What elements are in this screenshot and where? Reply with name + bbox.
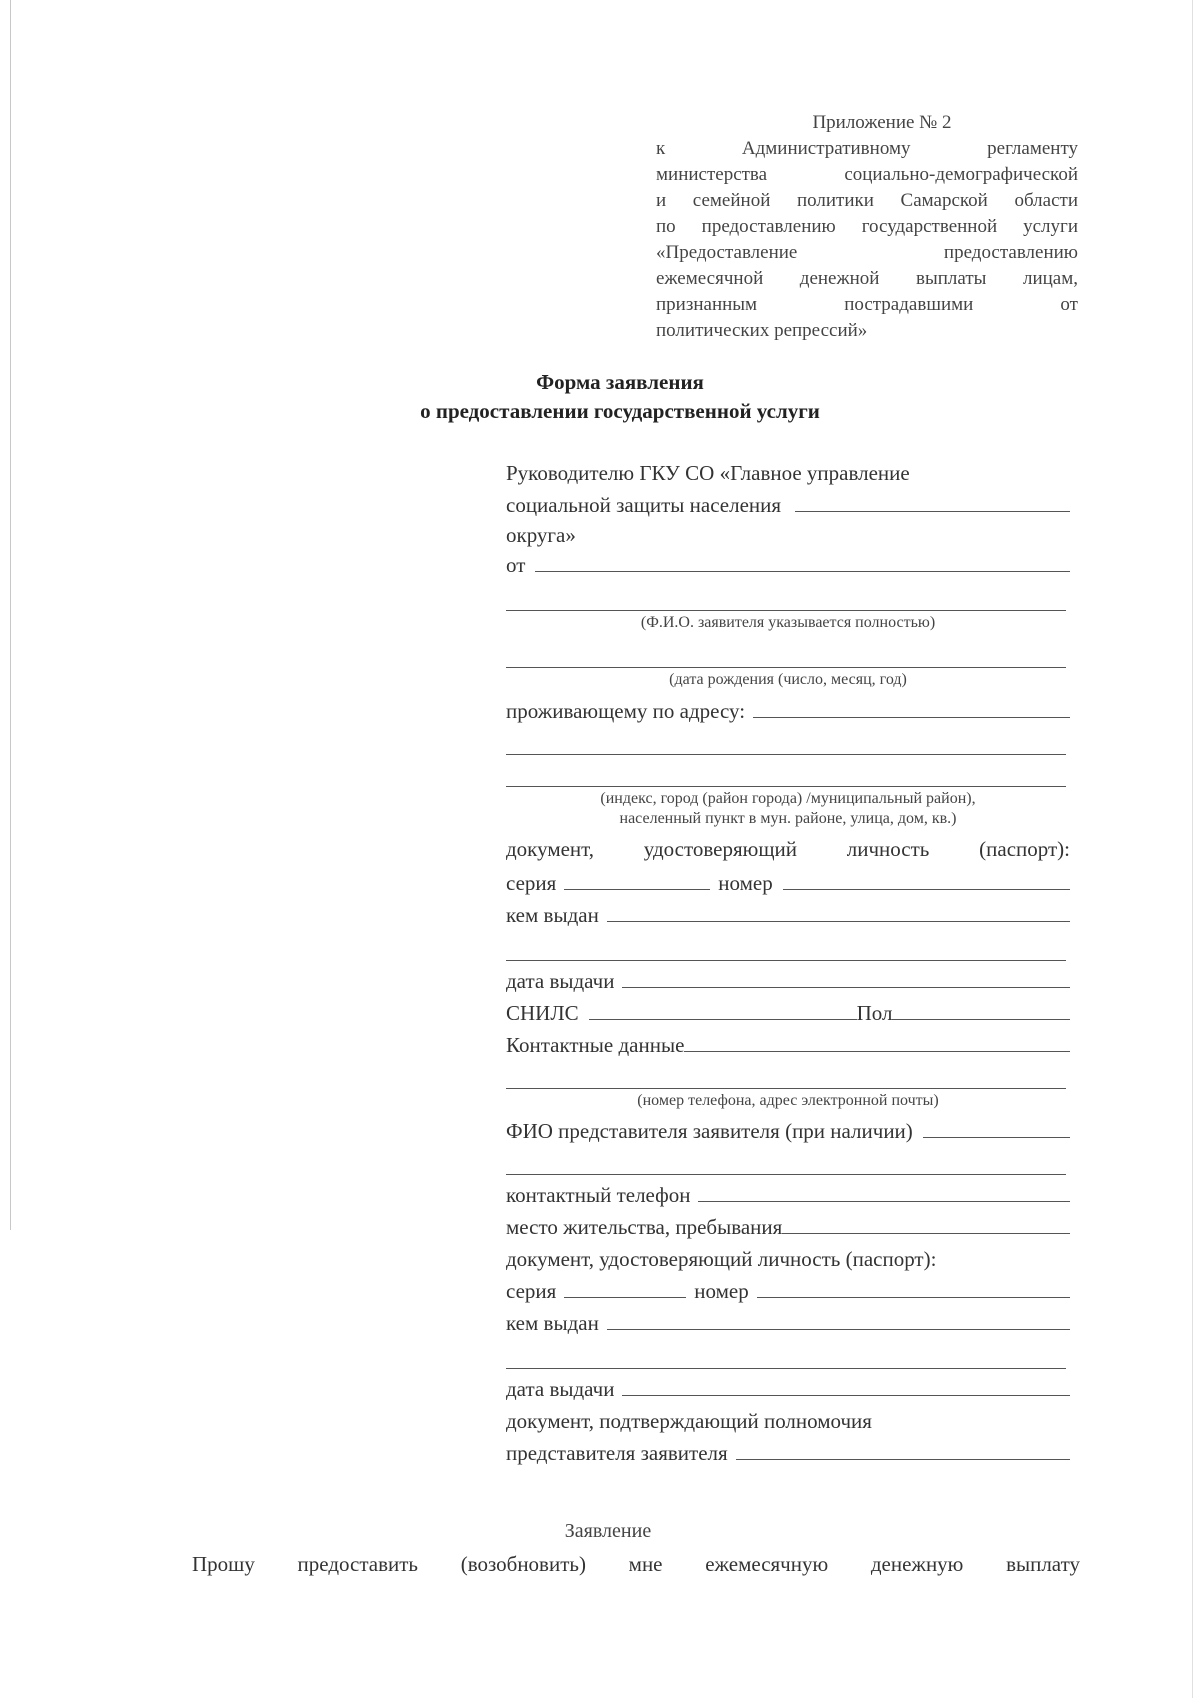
from-row [506, 548, 1070, 578]
scan-edge-left [10, 0, 11, 1230]
rep-fio-field-2[interactable] [506, 1174, 1066, 1175]
address-label: проживающему по адресу: [506, 699, 746, 723]
rep-fio-row [506, 1114, 1070, 1144]
contact-phone-field[interactable] [698, 1200, 1070, 1202]
passport-row [506, 866, 1070, 896]
appendix-line: признанным пострадавшими от [656, 294, 1078, 315]
address-field-3[interactable] [506, 786, 1066, 787]
number-field[interactable] [783, 888, 1070, 890]
appendix-line: политических репрессий» [656, 320, 868, 341]
form-title-line2: о предоставлении государственной услуги [420, 399, 820, 423]
rep-passport-row [506, 1274, 1070, 1304]
rep-fio-field[interactable] [923, 1136, 1070, 1138]
contact-phone-label: контактный телефон [506, 1183, 691, 1207]
addressee-line1: Руководителю ГКУ СО «Главное управлениe [506, 461, 910, 485]
caption-address-1: (индекс, город (район города) /муниципальный район), [600, 790, 976, 807]
rep-issue-date-label: дата выдачи [506, 1377, 615, 1401]
authority-doc-field[interactable] [736, 1458, 1070, 1460]
rep-id-doc-label: документ, удостоверяющий личность (паспорт): [506, 1247, 937, 1271]
authority-doc-line1: документ, подтверждающий полномочия [506, 1409, 872, 1433]
addressee-row-1 [506, 456, 1070, 486]
contacts-field[interactable] [684, 1050, 1070, 1052]
rep-issue-date-row [506, 1372, 1070, 1402]
snils-field[interactable] [589, 1018, 857, 1020]
residence-label: место жительства, пребывания [506, 1215, 783, 1239]
caption-fio: (Ф.И.О. заявителя указывается полностью) [640, 614, 936, 631]
sex-field[interactable] [892, 1018, 1070, 1020]
issued-by-label: кем выдан [506, 903, 599, 927]
addressee-line2: социальной защиты населения [506, 493, 782, 517]
id-doc-label: документ, удостоверяющий личность (паспорт): [506, 837, 1070, 861]
address-field[interactable] [753, 716, 1070, 718]
caption-birth: (дата рождения (число, месяц, год) [669, 671, 907, 688]
snils-label: СНИЛС [506, 1001, 579, 1025]
appendix-line: министерства социально-демографической [656, 164, 1078, 185]
appendix-line: по предоставлению государственной услуги [656, 216, 1078, 237]
appendix-line: и семейной политики Самарской области [656, 190, 1078, 211]
statement-text: Прошу предоставить (возобновить) мне ежемесячную денежную выплату [192, 1552, 1080, 1576]
statement-title: Заявление [564, 1520, 652, 1542]
rep-number-field[interactable] [757, 1296, 1070, 1298]
authority-doc-row-1 [506, 1404, 1070, 1434]
series-field[interactable] [564, 888, 710, 890]
rep-fio-label: ФИО представителя заявителя (при наличии) [506, 1119, 913, 1143]
appendix-line: к Административному регламенту [656, 138, 1078, 159]
issue-date-field[interactable] [622, 986, 1070, 988]
form-title-line1: Форма заявления [536, 370, 704, 394]
rep-issued-by-field[interactable] [607, 1328, 1070, 1330]
residence-row [506, 1210, 1070, 1240]
address-field-2[interactable] [506, 754, 1066, 755]
contact-phone-row [506, 1178, 1070, 1208]
rep-issued-by-row [506, 1306, 1070, 1336]
issued-by-field[interactable] [607, 920, 1070, 922]
number-label: номер [718, 871, 773, 895]
appendix-header [656, 110, 1078, 344]
addressee-line3: округа» [506, 523, 576, 547]
contacts-label: Контактные данные [506, 1033, 685, 1057]
rep-id-doc-row [506, 1242, 1070, 1272]
residence-field[interactable] [782, 1232, 1070, 1234]
id-doc-row [506, 834, 1070, 864]
appendix-line: «Предоставление предоставлению [656, 242, 1078, 263]
appendix-line: ежемесячной денежной выплаты лицам, [656, 268, 1078, 289]
appendix-number: Приложение № 2 [812, 112, 952, 133]
applicant-name-field[interactable] [535, 570, 1070, 572]
contacts-row [506, 1028, 1070, 1058]
issue-date-label: дата выдачи [506, 969, 615, 993]
rep-series-label: серия [506, 1279, 557, 1303]
issued-by-field-2[interactable] [506, 960, 1066, 961]
form-title [300, 368, 940, 426]
rep-issue-date-field[interactable] [622, 1394, 1070, 1396]
authority-doc-line2: представителя заявителя [506, 1441, 728, 1465]
scan-edge-right [1192, 0, 1193, 1698]
sex-label: Пол [856, 1001, 893, 1025]
issued-by-row [506, 898, 1070, 928]
rep-issued-by-label: кем выдан [506, 1311, 599, 1335]
rep-series-field[interactable] [564, 1296, 686, 1298]
snils-row [506, 996, 1070, 1026]
contacts-field-2[interactable] [506, 1088, 1066, 1089]
address-row [506, 694, 1070, 724]
series-label: серия [506, 871, 557, 895]
district-field[interactable] [795, 510, 1070, 512]
applicant-name-field-2[interactable] [506, 610, 1066, 611]
birth-date-field[interactable] [506, 667, 1066, 668]
issue-date-row [506, 964, 1070, 994]
addressee-row-3 [506, 518, 1070, 548]
from-label: от [506, 553, 526, 577]
caption-address-2: населенный пункт в мун. районе, улица, дом, кв.) [619, 810, 957, 827]
rep-issued-by-field-2[interactable] [506, 1368, 1066, 1369]
caption-contacts: (номер телефона, адрес электронной почты) [637, 1092, 939, 1109]
rep-number-label: номер [694, 1279, 749, 1303]
authority-doc-row-2 [506, 1436, 1070, 1466]
addressee-row-2 [506, 488, 1070, 518]
